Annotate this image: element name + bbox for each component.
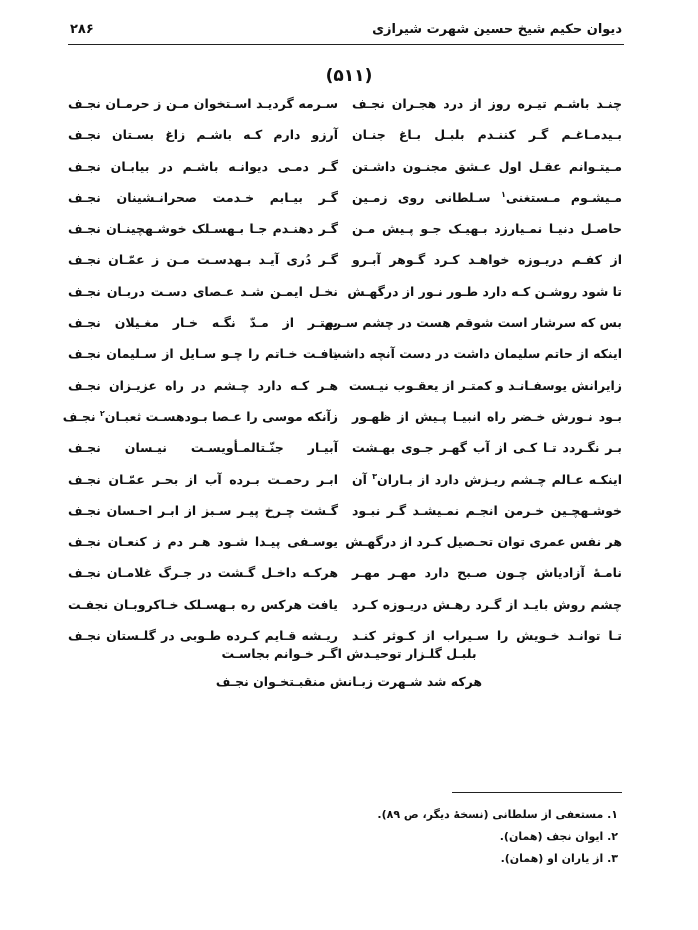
couplet-row [68, 127, 622, 158]
hemistich-right: اینکه از حاتم سلیمان داشت در دست آنچه داشت [328, 346, 622, 362]
couplet-row [68, 503, 622, 534]
page-header [70, 18, 622, 42]
hemistich-left: یافت هرکس ره بـهسـلک خـاکروبـان نجفـت [68, 596, 338, 612]
couplet-row [68, 159, 622, 190]
hemistich-right: چشم روش بایـد از گـرد رهـش دریـوزه کـرد [352, 596, 622, 612]
hemistich-right: اینکـه عـالم چـشم ریـزش دارد از بـاران$^۳$ آن [352, 471, 623, 487]
hemistich-right: بـیدمـاغـم گـر کننـدم بلبـل بـاغ جنـان [352, 127, 622, 143]
hemistich-left: یوسـفی پیـدا شـود هـر دم ز کنعـان نجـف [68, 534, 338, 550]
hemistich-right: تا شود روشـن کـه دارد طـور نـور از درگهـش [347, 283, 622, 299]
couplet-row [68, 190, 622, 221]
hemistich-left: آبیـار جنّـتالمـأویسـت نیـسان نجـف [68, 440, 338, 456]
hemistich-left: ابـر رحمـت بـرده آب از بحـر عمّـان نجـف [68, 471, 338, 487]
hemistich-left: گـشت چـرخ پیـر سـبز از ابـر احـسان نجـف [68, 502, 338, 518]
couplet-row [62, 408, 622, 440]
book-title: دیوان حکیم شیخ حسین شهرت شیرازی [372, 22, 622, 37]
hemistich-left: گـر دُری آیـد بـهدسـت مـن ز عمّـان نجـف [68, 252, 338, 268]
hemistich-left: گـر دمـی دیوانـه باشـم در بیابـان نجـف [68, 158, 338, 174]
footnote-marker: ۲ [99, 408, 105, 418]
footnote-divider [452, 792, 622, 793]
final-hemistich: هرکه شد شـهرت زبـانش منقبـتخـوان نجـف [215, 674, 483, 689]
footnotes [377, 804, 618, 870]
hemistich-left: گـر بیـابم خـدمت صحرانـشینان نجـف [68, 189, 338, 205]
hemistich-right: مـیتـوانم عقـل اول عـشق مجنـون داشـتن [352, 158, 622, 174]
hemistich-left: هـر کـه دارد چـشم در راه عزیـزان نجـف [68, 377, 338, 393]
hemistich-left: نخـل ایمـن شـد عـصای دسـت دربـان نجـف [68, 283, 338, 299]
hemistich-right: چنـد باشـم تیـره روز از درد هجـران نجـف [352, 96, 622, 111]
hemistich-left: سـرمه گردیـد اسـتخوان مـن ز حرمـان نجـف [68, 96, 338, 111]
couplet-row [68, 315, 622, 346]
footnote-marker: ۳ [372, 471, 378, 481]
hemistich-left: هرکـه داخـل گـشت در جـرگ غلامـان نجـف [68, 565, 338, 581]
hemistich-left: ریـشه قـایم کـرده طـوبی در گلـستان نجـف [68, 628, 338, 644]
footnote: ۲. ایوان نجف (همان). [499, 830, 618, 843]
footnote: ۳. از یاران او (همان). [500, 852, 618, 865]
footnote-marker: ۱ [500, 189, 506, 199]
hemistich-left: یافـت خـاتم را چـو سـایل از سـلیمان نجـف [68, 346, 338, 362]
couplet-row [68, 565, 622, 596]
header-divider [68, 44, 624, 45]
hemistich-right: بس که سرشار است شوقم هست در چشم سـرم [324, 315, 622, 331]
couplet-row [68, 472, 622, 503]
poem-number: (۵۱۱) [325, 66, 373, 86]
hemistich-right: هر نفس عمری توان تحـصیل کـرد از درگهـش [345, 534, 622, 550]
couplet-row [68, 252, 622, 283]
hemistich-left: بهتـر از مـدّ نگـه خـار مغـیلان نجـف [68, 315, 338, 331]
couplet-row [68, 597, 622, 628]
couplet-row [68, 346, 622, 377]
couplet-row [68, 221, 622, 252]
footnote: ۱. مستعفی از سلطانی (نسخهٔ دیگر، ص ۸۹). [377, 808, 618, 821]
couplet-row [68, 96, 622, 127]
final-couplet [0, 640, 698, 696]
final-hemistich: بلبـل گلـزار توحیـدش اگـر خـوانم بجاسـت [221, 646, 477, 661]
hemistich-right: تـا توانـد خـویش را سـیراب از کـوثر کنـد [352, 628, 622, 644]
hemistich-right: زایرانش یوسفـانـد و کمتـر از یعقـوب نیـست [348, 377, 622, 393]
hemistich-right: بـر نگـردد تـا کـی از آب گهـر جـوی بهـشت [352, 440, 622, 456]
hemistich-right: مـیشـوم مـستغنی$^۱$ سـلطانی روی زمـین [352, 189, 622, 206]
hemistich-right: حاصـل دنیـا نمـیارزد بـهیـک جـو پـیش مـن [352, 221, 622, 237]
hemistich-right: بـود نـورش خـضر راه انبیـا پـیش از ظهـور [352, 408, 622, 424]
couplets-block [62, 96, 623, 659]
hemistich-right: خوشـهچـین خـرمن انجـم نمـیشـد گـر نبـود [352, 502, 622, 518]
couplet-row [68, 440, 622, 471]
hemistich-left: گـر دهنـدم جـا بـهسـلک خوشـهچینـان نجـف [68, 221, 338, 237]
hemistich-left: آرزو دارم کـه باشـم زاغ بسـتان نجـف [68, 127, 338, 143]
couplet-row [68, 534, 622, 565]
hemistich-right: از کفـم دریـوزه خواهـد کـرد گـوهر آبـرو [352, 252, 622, 268]
couplet-row [68, 378, 622, 409]
hemistich-right: نامـهٔ آزادیاش چـون صـبح دارد مهـر مهـر [352, 565, 622, 581]
page-number: ۲۸۶ [70, 22, 94, 37]
hemistich-left: زآنکه موسی را عـصا بـودهسـت ثعبـان$^۲$ نجـف [62, 408, 338, 425]
couplet-row [68, 284, 622, 315]
